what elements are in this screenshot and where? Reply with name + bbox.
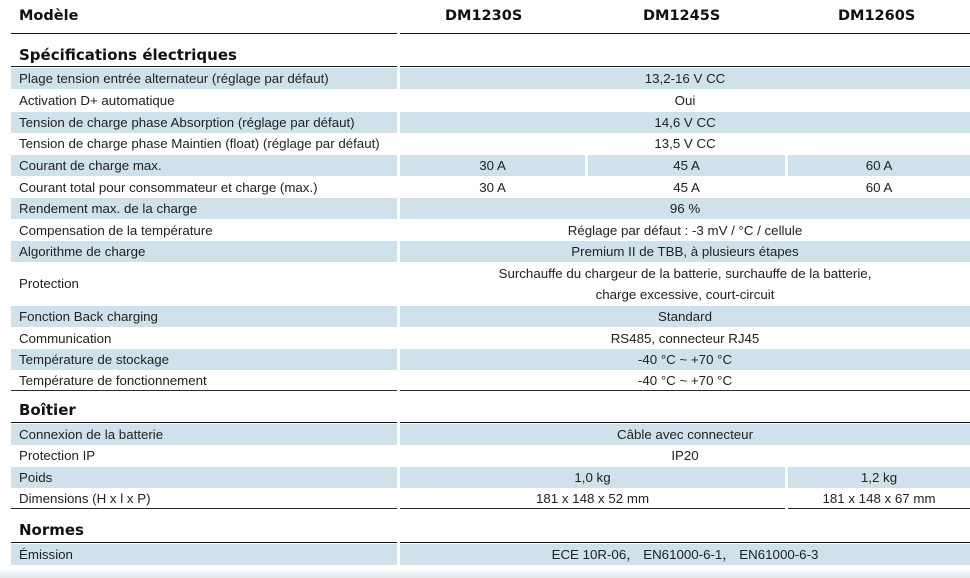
row-value-dimensions-dm1260s: 181 x 148 x 67 mm — [788, 488, 970, 509]
model-dm1260s: DM1260S — [838, 8, 916, 24]
row-label-communication: Communication — [19, 331, 112, 346]
row-label-back-charging: Fonction Back charging — [11, 306, 397, 327]
standards-rule-right — [400, 542, 970, 543]
row-value-max-charge-dm1230s: 30 A — [400, 155, 585, 176]
row-value-storage-temp: -40 °C ~ +70 °C — [400, 349, 970, 370]
row-value-protection-line2: charge excessive, court-circuit — [595, 287, 775, 302]
section-title-housing: Boîtier — [19, 401, 76, 419]
row-value-efficiency: 96 % — [400, 198, 970, 219]
section-rule-left — [11, 66, 397, 67]
row-value-absorption: 14,6 V CC — [400, 112, 970, 133]
row-label-battery-connection: Connexion de la batterie — [11, 424, 397, 445]
row-label-d-plus: Activation D+ automatique — [19, 93, 175, 108]
row-label-float: Tension de charge phase Maintien (float) (réglage par défaut) — [19, 136, 380, 151]
row-label-efficiency: Rendement max. de la charge — [11, 198, 397, 219]
row-label-protection: Protection — [19, 276, 79, 291]
row-value-max-charge-dm1260s: 60 A — [788, 155, 970, 176]
row-value-input-voltage: 13,2-16 V CC — [400, 68, 970, 89]
row-label-input-voltage: Plage tension entrée alternateur (réglage par défaut) — [11, 68, 397, 89]
row-label-storage-temp: Température de stockage — [11, 349, 397, 370]
row-label-dimensions: Dimensions (H x l x P) — [11, 488, 397, 509]
row-value-weight-dm1230s-dm1245s: 1,0 kg — [400, 467, 785, 488]
row-value-operating-temp: -40 °C ~ +70 °C — [400, 370, 970, 391]
row-value-communication: RS485, connecteur RJ45 — [610, 331, 760, 346]
section-rule-right — [400, 66, 970, 67]
section-title-electrical: Spécifications électriques — [19, 46, 237, 64]
row-label-temp-compensation: Compensation de la température — [19, 223, 213, 238]
row-value-ip-rating: IP20 — [671, 448, 699, 463]
model-header-label: Modèle — [19, 8, 79, 24]
row-label-absorption: Tension de charge phase Absorption (réglage par défaut) — [11, 112, 397, 133]
row-value-protection-line1: Surchauffe du chargeur de la batterie, surchauffe de la batterie, — [498, 266, 872, 281]
housing-rule-right — [400, 422, 970, 423]
header-rule-left — [11, 33, 397, 34]
row-value-total-current-dm1260s: 60 A — [865, 180, 893, 195]
header-rule-right — [400, 33, 970, 34]
row-value-algorithm: Premium II de TBB, à plusieurs étapes — [400, 241, 970, 262]
row-value-back-charging: Standard — [400, 306, 970, 327]
row-value-weight-dm1260s: 1,2 kg — [788, 467, 970, 488]
model-dm1230s: DM1230S — [445, 8, 523, 24]
standards-rule-left — [11, 542, 397, 543]
row-value-emission: ECE 10R-06， EN61000-6-1， EN61000-6-3 — [400, 544, 970, 565]
row-value-temp-compensation: Réglage par défaut : -3 mV / °C / cellule — [567, 223, 803, 238]
row-label-algorithm: Algorithme de charge — [11, 241, 397, 262]
row-label-operating-temp: Température de fonctionnement — [11, 370, 397, 391]
housing-rule-left — [11, 422, 397, 423]
row-label-total-current: Courant total pour consommateur et charge (max.) — [19, 180, 318, 195]
bottom-fade — [0, 568, 970, 578]
row-value-float: 13,5 V CC — [654, 136, 716, 151]
model-dm1245s: DM1245S — [643, 8, 721, 24]
row-label-emission: Émission — [11, 544, 397, 565]
row-label-ip-rating: Protection IP — [19, 448, 96, 463]
section-title-standards: Normes — [19, 521, 84, 539]
row-value-total-current-dm1230s: 30 A — [479, 180, 506, 195]
row-value-dimensions-dm1230s-dm1245s: 181 x 148 x 52 mm — [400, 488, 785, 509]
row-label-weight: Poids — [11, 467, 397, 488]
row-value-total-current-dm1245s: 45 A — [673, 180, 700, 195]
row-label-max-charge-current: Courant de charge max. — [11, 155, 397, 176]
row-value-battery-connection: Câble avec connecteur — [400, 424, 970, 445]
row-value-d-plus: Oui — [674, 93, 696, 108]
row-value-max-charge-dm1245s: 45 A — [588, 155, 785, 176]
